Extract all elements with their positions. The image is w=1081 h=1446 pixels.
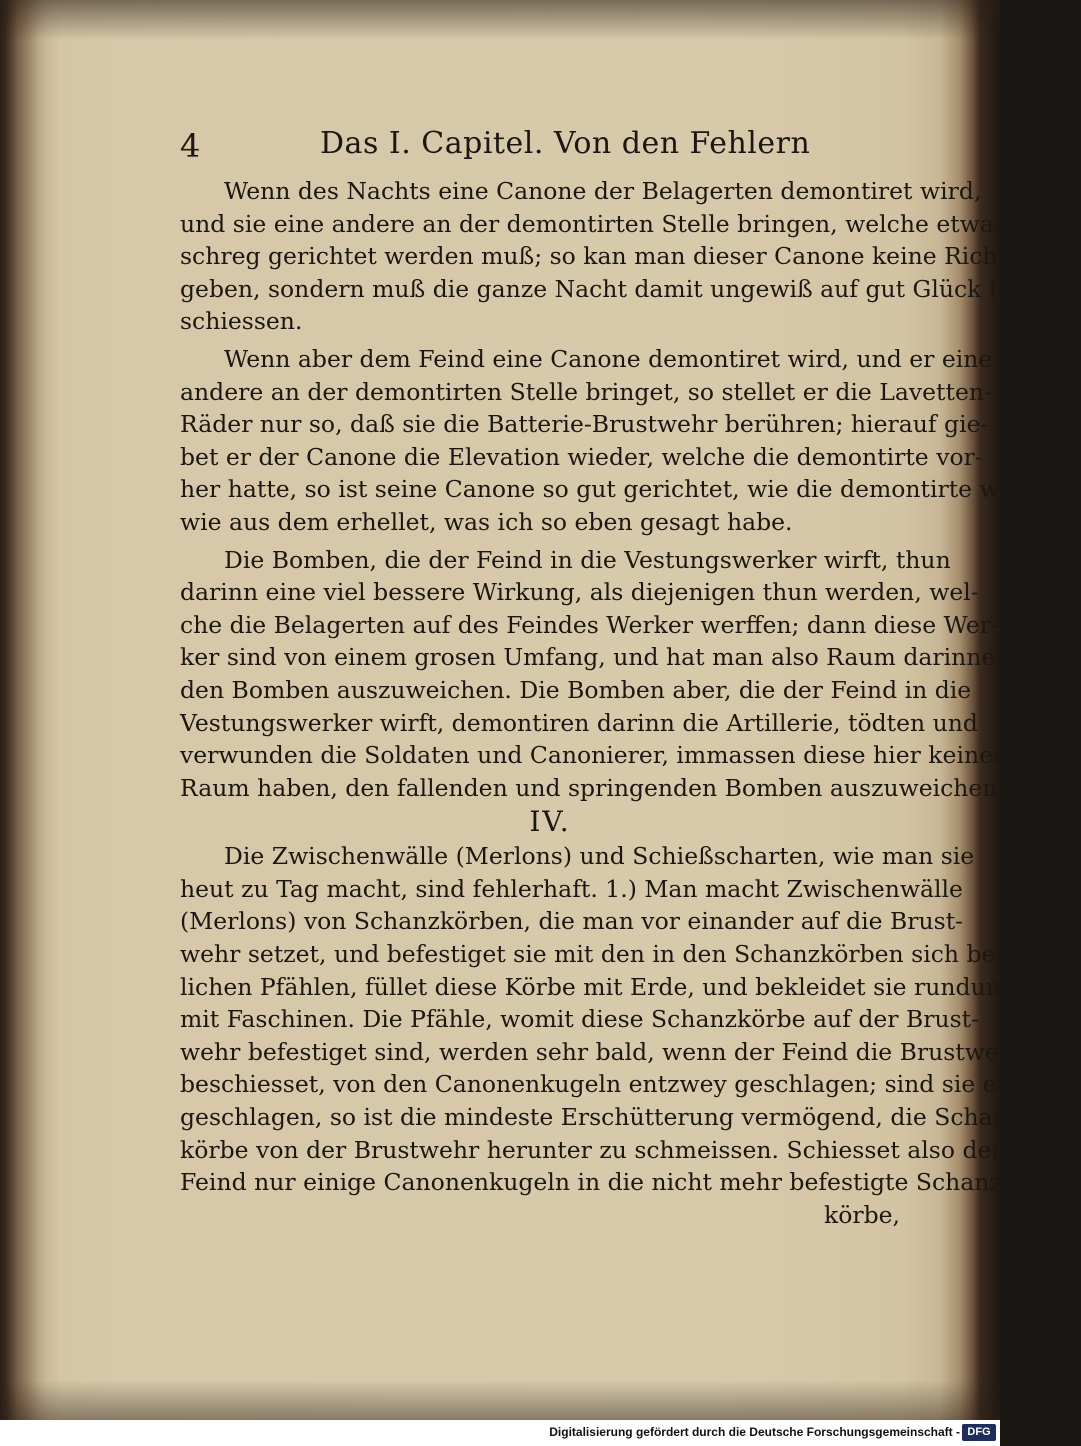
text-line: ker sind von einem grosen Umfang, und hat man also Raum darinnen, bbox=[180, 643, 1018, 672]
text-line: wehr setzet, und befestiget sie mit den in den Schanzkörben sich befind- bbox=[180, 940, 1050, 969]
footer-bar bbox=[0, 1420, 1000, 1446]
text-line: Wenn des Nachts eine Canone der Belagerten demontiret wird, bbox=[224, 177, 982, 205]
paragraph-2 bbox=[180, 343, 1030, 539]
text-line: Wenn aber dem Feind eine Canone demontiret wird, und er eine bbox=[224, 344, 993, 373]
paragraph-4 bbox=[180, 840, 1081, 1199]
text-line: lichen Pfählen, füllet diese Körbe mit Erde, und bekleidet sie rundum bbox=[180, 972, 1008, 1001]
text-line: Feind nur einige Canonenkugeln in die nicht mehr befestigte Schanz- bbox=[180, 1168, 1010, 1197]
text-line: darinn eine viel bessere Wirkung, als diejenigen thun werden, wel- bbox=[180, 578, 979, 607]
text-line: wehr befestiget sind, werden sehr bald, wenn der Feind die Brustwehr bbox=[180, 1037, 1026, 1066]
paragraph-1 bbox=[180, 175, 1053, 338]
text-line: heut zu Tag macht, sind fehlerhaft. 1.) Man macht Zwischenwälle bbox=[180, 874, 963, 903]
section-heading: IV. bbox=[529, 805, 571, 839]
page-number: 4 bbox=[180, 127, 201, 165]
text-line: körbe von der Brustwehr herunter zu schmeissen. Schiesset also der bbox=[180, 1135, 1003, 1164]
catchword: körbe, bbox=[823, 1200, 900, 1229]
text-line: geben, sondern muß die ganze Nacht damit ungewiß auf gut Glück hin bbox=[180, 274, 1027, 303]
text-line: schreg gerichtet werden muß; so kan man dieser Canone keine Richtung bbox=[180, 242, 1053, 271]
text-line: (Merlons) von Schanzkörben, die man vor einander auf die Brust- bbox=[180, 907, 964, 936]
text-line: Die Zwischenwälle (Merlons) und Schießscharten, wie man sie bbox=[224, 842, 975, 871]
text-line: verwunden die Soldaten und Canonierer, immassen diese hier keinen bbox=[180, 741, 1009, 770]
paragraph-3 bbox=[180, 544, 1018, 805]
text-line: Die Bomben, die der Feind in die Vestungswerker wirft, thun bbox=[224, 545, 951, 574]
text-line: wie aus dem erhellet, was ich so eben gesagt habe. bbox=[180, 507, 793, 536]
text-line: her hatte, so ist seine Canone so gut gerichtet, wie die demontirte war, bbox=[180, 475, 1030, 504]
dfg-logo-icon: DFG bbox=[962, 1424, 996, 1441]
running-head: Das I. Capitel. Von den Fehlern bbox=[320, 126, 811, 161]
text-line: den Bomben auszuweichen. Die Bomben aber, die der Feind in die bbox=[180, 675, 972, 704]
text-line: Raum haben, den fallenden und springenden Bomben auszuweichen. bbox=[180, 773, 1005, 802]
text-line: bet er der Canone die Elevation wieder, welche die demontirte vor- bbox=[180, 442, 983, 471]
text-line: und sie eine andere an der demontirten Stelle bringen, welche etwas bbox=[180, 209, 1006, 238]
footer-credit: Digitalisierung gefördert durch die Deutsche Forschungsgemeinschaft - bbox=[549, 1425, 960, 1439]
body-text bbox=[180, 175, 1081, 1231]
text-line: mit Faschinen. Die Pfähle, womit diese Schanzkörbe auf der Brust- bbox=[180, 1005, 980, 1034]
page-header bbox=[180, 122, 900, 172]
text-line: Vestungswerker wirft, demontiren darinn die Artillerie, tödten und bbox=[180, 708, 978, 737]
text-line: geschlagen, so ist die mindeste Erschütterung vermögend, die Schanz- bbox=[180, 1103, 1029, 1132]
text-line: andere an der demontirten Stelle bringet, so stellet er die Lavetten- bbox=[180, 377, 992, 406]
text-line: che die Belagerten auf des Feindes Werker werffen; dann diese Wer- bbox=[180, 610, 999, 639]
text-line: schiessen. bbox=[180, 307, 303, 336]
text-line: Räder nur so, daß sie die Batterie-Brustwehr berühren; hierauf gie- bbox=[180, 410, 989, 439]
text-line: beschiesset, von den Canonenkugeln entzwey geschlagen; sind sie entzwey bbox=[180, 1070, 1081, 1099]
